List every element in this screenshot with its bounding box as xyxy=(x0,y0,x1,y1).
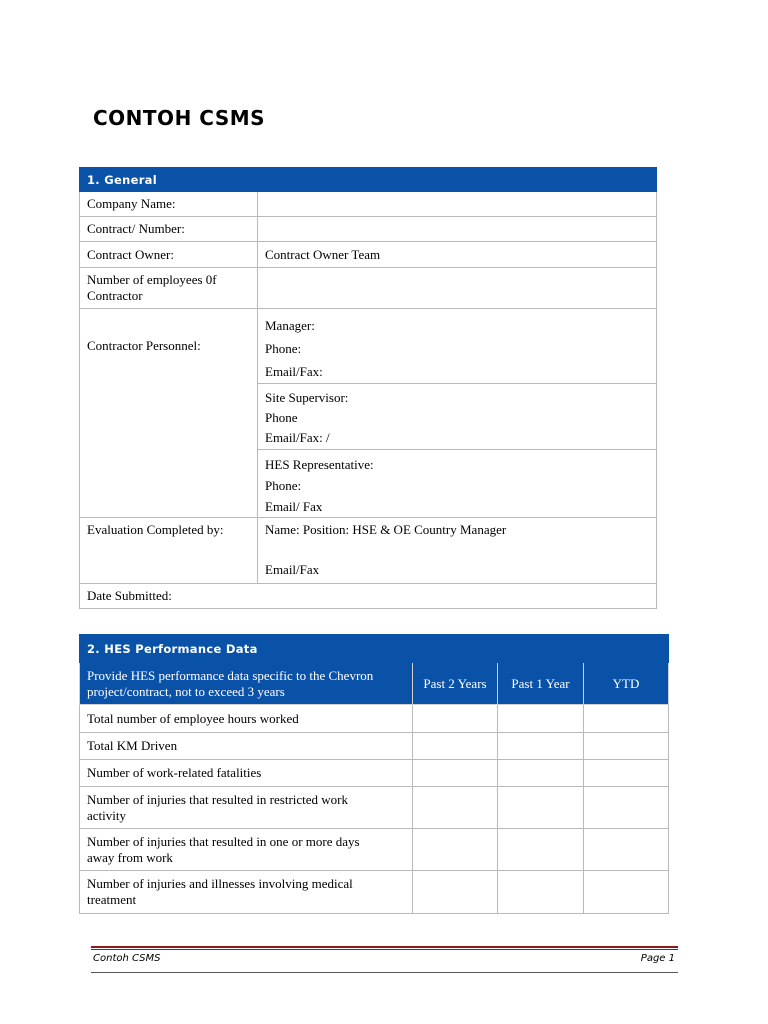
manager-phone-label: Phone: xyxy=(265,341,302,356)
row-days-away xyxy=(80,829,413,871)
contractor-personnel-label xyxy=(80,309,258,518)
cell-km-past2[interactable] xyxy=(413,733,498,760)
cell-employee-hours-past2[interactable] xyxy=(413,705,498,733)
cell-fatalities-past1[interactable] xyxy=(498,760,584,787)
col-past-1-year: Past 1 Year xyxy=(498,663,584,705)
cell-restricted-past1[interactable] xyxy=(498,787,584,829)
site-phone-label: Phone xyxy=(265,410,298,425)
contractor-personnel-text: Contractor Personnel: xyxy=(87,338,201,353)
general-table xyxy=(79,167,657,609)
num-employees-line1: Number of employees 0f xyxy=(87,272,217,287)
hes-rep-label: HES Representative: xyxy=(265,457,374,472)
row-days-away-line2: away from work xyxy=(87,849,173,865)
evaluation-name: Name: Position: HSE & OE Country Manager xyxy=(265,522,507,537)
company-name-label: Company Name: xyxy=(80,192,258,217)
row-fatalities: Number of work-related fatalities xyxy=(80,760,413,787)
row-restricted-work-line1: Number of injuries that resulted in restricted work xyxy=(87,791,349,807)
num-employees-label xyxy=(80,268,258,309)
site-supervisor-field[interactable] xyxy=(258,384,657,450)
row-restricted-work-line2: activity xyxy=(87,807,126,823)
hes-intro-line2: project/contract, not to exceed 3 years xyxy=(87,683,285,699)
evaluation-field[interactable] xyxy=(258,518,657,584)
footer-rule-bottom xyxy=(91,972,678,973)
cell-fatalities-ytd[interactable] xyxy=(584,760,669,787)
manager-label: Manager: xyxy=(265,318,315,333)
row-restricted-work xyxy=(80,787,413,829)
row-km-driven: Total KM Driven xyxy=(80,733,413,760)
row-medical-treatment-line2: treatment xyxy=(87,892,137,907)
cell-days-away-past1[interactable] xyxy=(498,829,584,871)
contract-number-field[interactable] xyxy=(258,217,657,242)
cell-days-away-ytd[interactable] xyxy=(584,829,669,871)
cell-days-away-past2[interactable] xyxy=(413,829,498,871)
manager-field[interactable] xyxy=(258,309,657,384)
footer-rule-top-thin xyxy=(91,949,678,950)
num-employees-field[interactable] xyxy=(258,268,657,309)
hes-rep-field[interactable] xyxy=(258,450,657,518)
site-supervisor-label: Site Supervisor: xyxy=(265,390,349,405)
footer-page-number: Page 1 xyxy=(640,953,675,964)
evaluation-email: Email/Fax xyxy=(265,562,320,577)
footer-rule-top xyxy=(91,946,678,948)
cell-medical-ytd[interactable] xyxy=(584,871,669,914)
col-ytd: YTD xyxy=(584,663,669,705)
cell-km-past1[interactable] xyxy=(498,733,584,760)
document-title: CONTOH CSMS xyxy=(93,106,266,130)
cell-km-ytd[interactable] xyxy=(584,733,669,760)
cell-restricted-past2[interactable] xyxy=(413,787,498,829)
hes-header: 2. HES Performance Data xyxy=(80,635,669,663)
hes-performance-table xyxy=(79,634,669,914)
hes-email-label: Email/ Fax xyxy=(265,499,323,514)
row-medical-treatment xyxy=(80,871,413,914)
general-header: 1. General xyxy=(80,168,657,192)
row-employee-hours: Total number of employee hours worked xyxy=(80,705,413,733)
manager-email-label: Email/Fax: xyxy=(265,364,323,379)
contract-owner-field[interactable]: Contract Owner Team xyxy=(258,242,657,268)
num-employees-line2: Contractor xyxy=(87,288,143,303)
date-submitted-field[interactable]: Date Submitted: xyxy=(80,584,657,609)
cell-fatalities-past2[interactable] xyxy=(413,760,498,787)
cell-employee-hours-ytd[interactable] xyxy=(584,705,669,733)
row-medical-treatment-line1: Number of injuries and illnesses involving medical xyxy=(87,876,353,891)
cell-restricted-ytd[interactable] xyxy=(584,787,669,829)
cell-employee-hours-past1[interactable] xyxy=(498,705,584,733)
hes-phone-label: Phone: xyxy=(265,478,302,493)
row-days-away-line1: Number of injuries that resulted in one or more days xyxy=(87,833,360,849)
hes-intro-line1: Provide HES performance data specific to the Chevron xyxy=(87,667,374,683)
cell-medical-past2[interactable] xyxy=(413,871,498,914)
footer-doc-name: Contoh CSMS xyxy=(93,953,161,964)
col-past-2-years: Past 2 Years xyxy=(413,663,498,705)
cell-medical-past1[interactable] xyxy=(498,871,584,914)
site-email-label: Email/Fax: / xyxy=(265,430,330,445)
company-name-field[interactable] xyxy=(258,192,657,217)
contract-owner-label: Contract Owner: xyxy=(80,242,258,268)
evaluation-label: Evaluation Completed by: xyxy=(80,518,258,584)
hes-intro xyxy=(80,663,413,705)
contract-number-label: Contract/ Number: xyxy=(80,217,258,242)
